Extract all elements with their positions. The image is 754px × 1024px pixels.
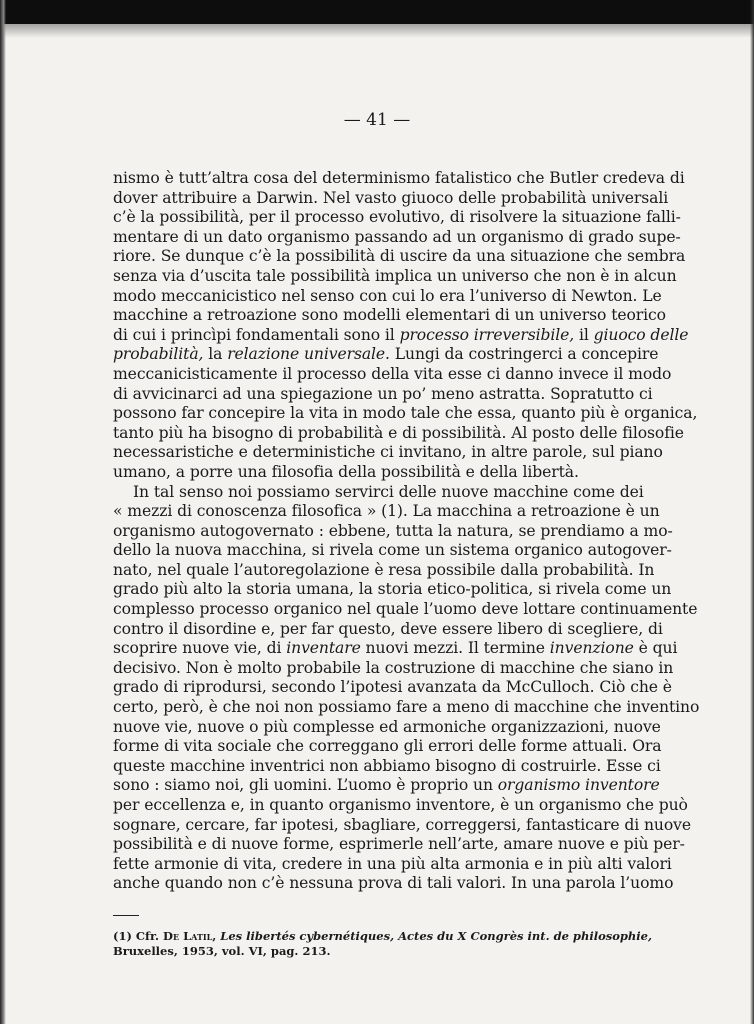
text-line [113, 247, 686, 267]
footnote [113, 929, 652, 958]
text-line [113, 796, 688, 816]
text-run: riore. Se dunque c’è la possibilità di uscire da una situazione che sembra [113, 247, 686, 266]
text-run: queste macchine inventrici non abbiamo bisogno di costruirle. Esse ci [113, 756, 661, 775]
text-run: grado più alto la storia umana, la storia etico-politica, si rivela come un [113, 580, 672, 599]
text-run: per eccellenza e, in quanto organismo inventore, è un organismo che può [113, 796, 688, 814]
scan-right-edge [750, 0, 754, 1024]
text-run: sono : siamo noi, gli uomini. L’uomo è proprio un [113, 776, 498, 795]
text-run: decisivo. Non è molto probabile la costruzione di macchine che siano in [113, 658, 674, 677]
scan-shadow [0, 24, 754, 38]
text-run: certo, però, è che noi non possiamo fare a meno di macchine che inventino [113, 698, 700, 717]
text-run: la [203, 345, 228, 364]
italic-text: processo irreversibile, [399, 325, 575, 344]
text-run: scoprire nuove vie, di [113, 639, 287, 658]
footnote-rule [113, 915, 139, 916]
italic-text: relazione universale. [227, 345, 390, 364]
text-line [113, 325, 689, 346]
text-run: nuove vie, nuove o più complesse ed armoniche organizzazioni, nuove [113, 717, 661, 736]
footnote-prefix: Cfr. [131, 929, 164, 943]
text-run: modo meccanicistico nel senso con cui lo era l’universo di Newton. Le [113, 286, 662, 305]
text-run: macchine a retroazione sono modelli elementari di un universo teorico [113, 306, 666, 325]
text-line [113, 678, 672, 698]
text-line [113, 756, 661, 777]
text-line [113, 345, 659, 365]
text-run: mentare di un dato organismo passando ad un organismo di grado supe- [113, 227, 681, 246]
text-run: di cui i princìpi fondamentali sono il [113, 325, 400, 344]
text-run: contro il disordine e, per far questo, deve essere libero di scegliere, di [113, 619, 663, 638]
text-run: il [574, 325, 594, 344]
text-run: sognare, cercare, far ipotesi, sbagliare, correggersi, fantasticare di nuove [113, 815, 691, 834]
text-run: organismo autogovernato : ebbene, tutta la natura, se prendiamo a mo- [113, 521, 673, 540]
text-run: meccanicisticamente il processo della vita esse ci danno invece il modo [113, 364, 672, 383]
text-run: fette armonie di vita, credere in una più alta armonia e in più alti valori [113, 854, 672, 873]
text-line [113, 580, 672, 600]
footnote-sep: , [212, 929, 221, 943]
text-line [113, 619, 663, 640]
text-run: possono far concepire la vita in modo tale che essa, quanto più è organica, [113, 404, 698, 423]
text-run: dello la nuova macchina, si rivela come un sistema organico autogover- [113, 541, 672, 560]
text-run: Lungi da costringerci a concepire [389, 345, 659, 364]
text-line [113, 208, 681, 228]
text-run: « mezzi di conoscenza filosofica » (1). La macchina a retroazione è un [113, 502, 660, 521]
text-line [113, 384, 653, 405]
footnote-title: Les libertés cybernétiques, Actes du X Congrès int. de philosophie, [220, 929, 652, 943]
text-line [113, 560, 655, 581]
text-line [113, 286, 662, 307]
text-line [113, 658, 674, 679]
text-run: tanto più ha bisogno di probabilità e di possibilità. Al posto delle filosofie [113, 423, 684, 442]
italic-text: invenzione [549, 639, 634, 658]
text-line [113, 482, 644, 503]
page-number: — 41 — [343, 110, 411, 130]
text-line [113, 737, 662, 757]
text-run: dover attribuire a Darwin. Nel vasto giuoco delle probabilità universali [113, 188, 669, 207]
text-line [113, 443, 663, 463]
text-run: è qui [633, 639, 678, 658]
body-text [113, 169, 700, 894]
scan-top-border [0, 0, 754, 24]
text-line [113, 698, 700, 718]
text-run: In tal senso noi possiamo servirci delle nuove macchine come dei [133, 482, 644, 501]
italic-text: giuoco delle [593, 325, 689, 344]
italic-text: inventare [286, 639, 361, 658]
text-line [113, 423, 684, 444]
text-run: forme di vita sociale che correggano gli errori delle forme attuali. Ora [113, 737, 662, 756]
text-line [113, 227, 681, 248]
footnote-line: Bruxelles, 1953, vol. VI, pag. 213. [113, 943, 331, 958]
text-run: senza via d’uscita tale possibilità implica un universo che non è in alcun [113, 266, 677, 285]
text-line [113, 364, 672, 385]
text-line [113, 815, 691, 836]
text-run: grado di riprodursi, secondo l’ipotesi avanzata da McCulloch. Ciò che è [113, 678, 672, 697]
text-run: necessaristiche e deterministiche ci invitano, in altre parole, sul piano [113, 443, 663, 462]
footnote-line [113, 929, 652, 944]
text-line [113, 169, 685, 189]
text-line [113, 463, 637, 483]
scan-left-edge [0, 0, 6, 1024]
text-run: complesso processo organico nel quale l’uomo deve lottare continuamente [113, 600, 698, 619]
text-run: possibilità e di nuove forme, esprimerle nell’arte, amare nuove e più per- [113, 835, 685, 854]
text-line [113, 854, 672, 875]
text-line [113, 600, 698, 620]
text-run: nismo è tutt’altra cosa del determinismo fatalistico che Butler credeva di [113, 169, 685, 187]
text-run: nuovi mezzi. Il termine [360, 639, 550, 658]
text-run: anche quando non c’è nessuna prova di tali valori. In una parola l’uomo [113, 874, 674, 893]
text-line [113, 717, 661, 738]
text-run: nato, nel quale l’autoregolazione è resa possibile dalla probabilità. In [113, 560, 655, 579]
text-run: umano, a porre una filosofia della possibilità e della libertà. [113, 462, 579, 481]
text-line [113, 541, 672, 561]
footnote-author: De Latil [163, 929, 213, 943]
text-line [113, 639, 678, 659]
text-line [113, 306, 666, 326]
text-line [113, 188, 669, 209]
text-line [113, 835, 685, 855]
text-line [113, 404, 698, 424]
text-line [113, 266, 677, 287]
text-line [113, 776, 660, 796]
italic-text: probabilità, [113, 345, 204, 364]
text-line [113, 521, 673, 542]
text-run: di avvicinarci ad una spiegazione un po’ meno astratta. Sopratutto ci [113, 384, 653, 403]
text-run: c’è la possibilità, per il processo evolutivo, di risolvere la situazione falli- [113, 208, 681, 227]
italic-text: organismo inventore [497, 776, 660, 795]
text-line [113, 502, 660, 522]
footnote-marker: (1) [113, 929, 132, 943]
text-line [113, 874, 674, 894]
